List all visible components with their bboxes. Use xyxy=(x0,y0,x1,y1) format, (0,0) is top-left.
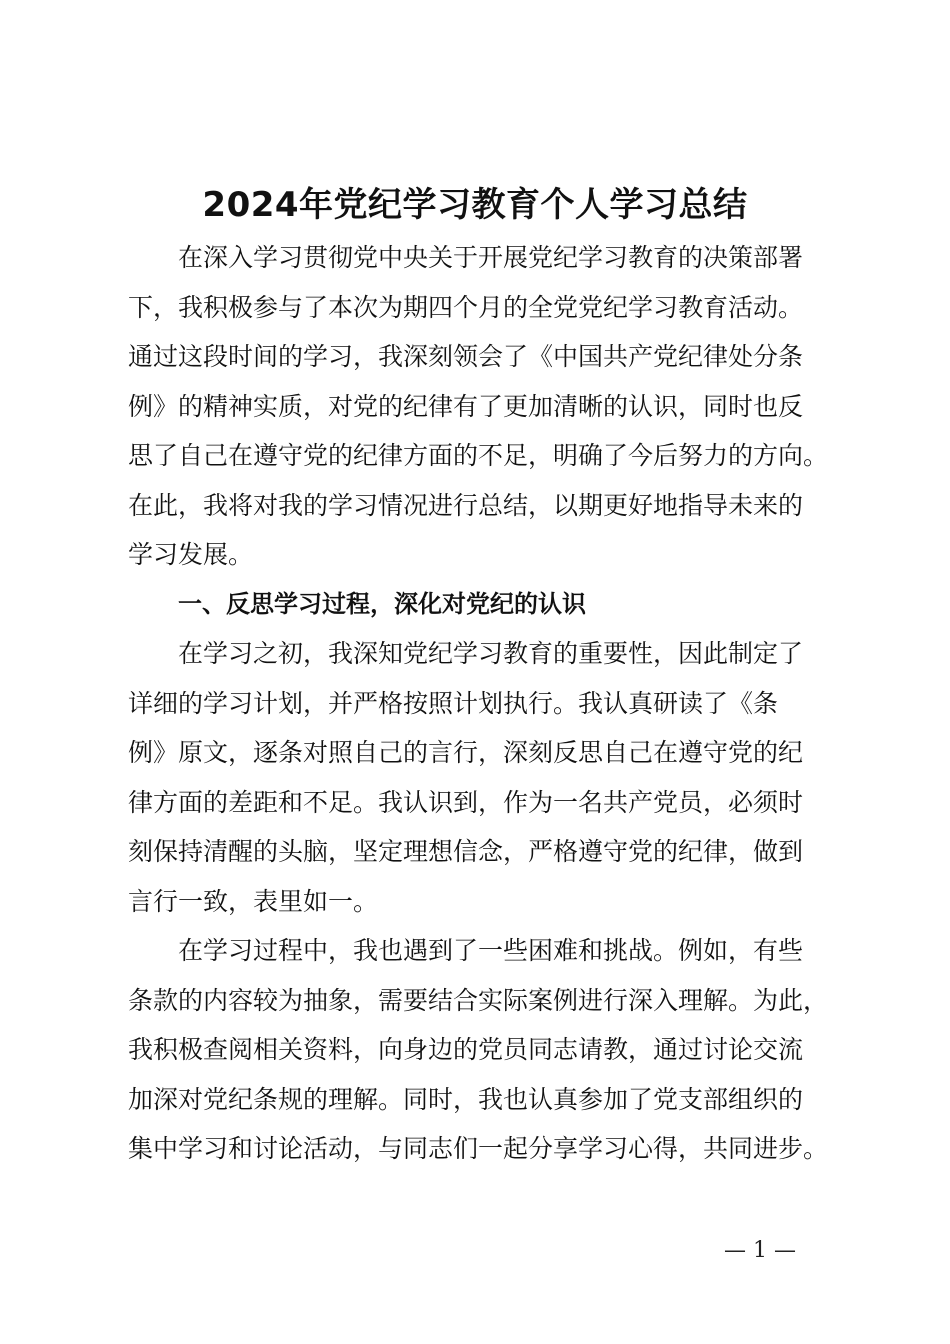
intro-line-1: 在深入学习贯彻党中央关于开展党纪学习教育的决策部署 xyxy=(178,243,804,272)
intro-line-5: 思了自己在遵守党的纪律方面的不足，明确了今后努力的方向。 xyxy=(128,441,829,470)
section-heading-1: 一、反思学习过程，深化对党纪的认识 xyxy=(178,589,586,618)
document-body xyxy=(128,233,840,1174)
s1p2-line-5: 集中学习和讨论活动，与同志们一起分享学习心得，共同进步。 xyxy=(128,1134,829,1163)
s1p2-line-3: 我积极查阅相关资料，向身边的党员同志请教，通过讨论交流 xyxy=(128,1035,804,1064)
intro-line-3: 通过这段时间的学习，我深刻领会了《中国共产党纪律处分条 xyxy=(128,342,804,371)
s1p2-line-2: 条款的内容较为抽象，需要结合实际案例进行深入理解。为此， xyxy=(128,985,829,1015)
intro-line-7: 学习发展。 xyxy=(128,540,254,569)
intro-line-4: 例》的精神实质，对党的纪律有了更加清晰的认识，同时也反 xyxy=(128,391,804,421)
s1p1-line-6: 言行一致，表里如一。 xyxy=(128,886,379,916)
s1p2-line-4: 加深对党纪条规的理解。同时，我也认真参加了党支部组织的 xyxy=(128,1084,804,1114)
s1p2-line-1: 在学习过程中，我也遇到了一些困难和挑战。例如，有些 xyxy=(178,936,804,965)
s1p1-line-3: 例》原文，逐条对照自己的言行，深刻反思自己在遵守党的纪 xyxy=(128,738,804,767)
s1p1-line-5: 刻保持清醒的头脑，坚定理想信念，严格遵守党的纪律，做到 xyxy=(128,837,804,866)
intro-line-6: 在此，我将对我的学习情况进行总结，以期更好地指导未来的 xyxy=(128,490,804,520)
s1p1-line-1: 在学习之初，我深知党纪学习教育的重要性，因此制定了 xyxy=(178,639,804,668)
page-number: — 1 — xyxy=(724,1238,796,1263)
intro-line-2: 下，我积极参与了本次为期四个月的全党党纪学习教育活动。 xyxy=(128,292,804,322)
s1p1-line-2: 详细的学习计划，并严格按照计划执行。我认真研读了《条 xyxy=(128,688,779,718)
section1-paragraph-1 xyxy=(128,629,840,926)
document-title: 2024年党纪学习教育个人学习总结 xyxy=(202,185,748,225)
section1-paragraph-2 xyxy=(128,926,840,1174)
s1p1-line-4: 律方面的差距和不足。我认识到，作为一名共产党员，必须时 xyxy=(128,787,804,817)
intro-paragraph xyxy=(128,233,840,580)
